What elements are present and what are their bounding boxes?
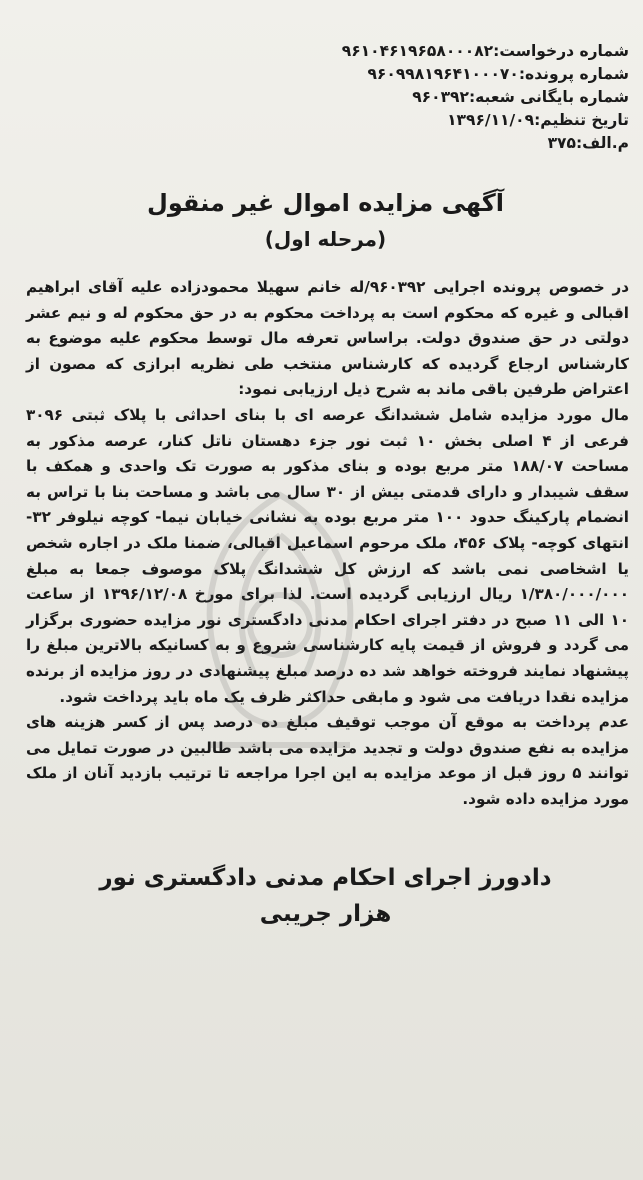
signature-line-2: هزار جریبی bbox=[259, 901, 392, 928]
paragraph-terms: عدم پرداخت به موقع آن موجب توقیف مبلغ ده درصد پس از کسر هزینه های مزایده به نفع صندوق دولت و تجدید مزایده می باشد طالبین در صورت تمایل می توانند ۵ روز قبل از موعد مزایده به این اجرا مراجعه تا ترتیب بازدید آنان از ملک مورد مزایده داده شود. bbox=[26, 713, 629, 808]
signature-line-1: دادورز اجرای احکام مدنی دادگستری نور bbox=[99, 865, 552, 892]
signature-block bbox=[22, 860, 629, 932]
notice-subtitle: (مرحله اول) bbox=[264, 227, 387, 251]
reference-number: م.الف:۳۷۵ bbox=[547, 134, 629, 152]
notice-metadata bbox=[22, 40, 629, 155]
request-number: شماره درخواست:۹۶۱۰۴۶۱۹۶۵۸۰۰۰۸۲ bbox=[341, 42, 629, 60]
issue-date: تاریخ تنظیم:۱۳۹۶/۱۱/۰۹ bbox=[447, 111, 629, 129]
paragraph-property: مال مورد مزایده شامل ششدانگ عرصه ای با بنای احداثی با پلاک ثبتی ۳۰۹۶ فرعی از ۴ اصلی بخش ۱۰ ثبت نور جزء دهستان ناتل کنار، عرصه مذکور به مساحت ۱۸۸/۰۷ متر مربع بوده و بنای مذکور به صورت تک واحدی و همکف با سقف شیبدار و دارای قدمتی بیش از ۳۰ سال می باشد و مساحت بنا با تراس به انضمام پارکینگ حدود ۱۰۰ متر مربع بوده به نشانی خیابان نیما- کوچه نیلوفر ۳۲- انتهای کوچه- پلاک ۴۵۶، ملک مرحوم اسماعیل اقبالی، ضمنا ملک در اجاره شخص یا اشخاصی نمی باشد که ارزش کل ششدانگ پلاک موصوف جمعا به مبلغ ۱/۳۸۰/۰۰۰/۰۰۰ ریال ارزیابی گردیده است. لذا برای مورخ ۱۳۹۶/۱۲/۰۸ از ساعت ۱۰ الی ۱۱ صبح در دفتر اجرای احکام مدنی دادگستری نور مزایده حضوری برگزار می گردد و فروش از قیمت پایه کارشناسی شروع و به کسانیکه بالاترین مبلغ را پیشنهاد نمایند فروخته خواهد شد ده درصد مبلغ پیشنهادی در روز مزایده از برنده مزایده نقدا دریافت می شود و مابقی حداکثر ظرف یک ماه باید پرداخت شود. bbox=[26, 405, 630, 706]
notice-body bbox=[22, 275, 629, 812]
archive-number: شماره بایگانی شعبه:۹۶۰۳۹۲ bbox=[412, 88, 629, 106]
notice-title: آگهی مزایده اموال غیر منقول bbox=[147, 189, 504, 217]
case-number: شماره پرونده:۹۶۰۹۹۸۱۹۶۴۱۰۰۰۷۰ bbox=[367, 65, 629, 83]
paragraph-case: در خصوص پرونده اجرایی ۹۶۰۳۹۲/له خانم سهیلا محمودزاده علیه آقای ابراهیم اقبالی و غیره که محکوم است به پرداخت محکوم به در حق محکوم له و نیم عشر دولتی در حق صندوق دولت. براساس تعرفه مال توسط محکوم علیه موضوع به کارشناس ارجاع گردیده که کارشناس منتخب طی نظریه ابرازی که مصون از اعتراض طرفین باقی ماند به شرح ذیل ارزیابی نمود: bbox=[26, 278, 629, 399]
